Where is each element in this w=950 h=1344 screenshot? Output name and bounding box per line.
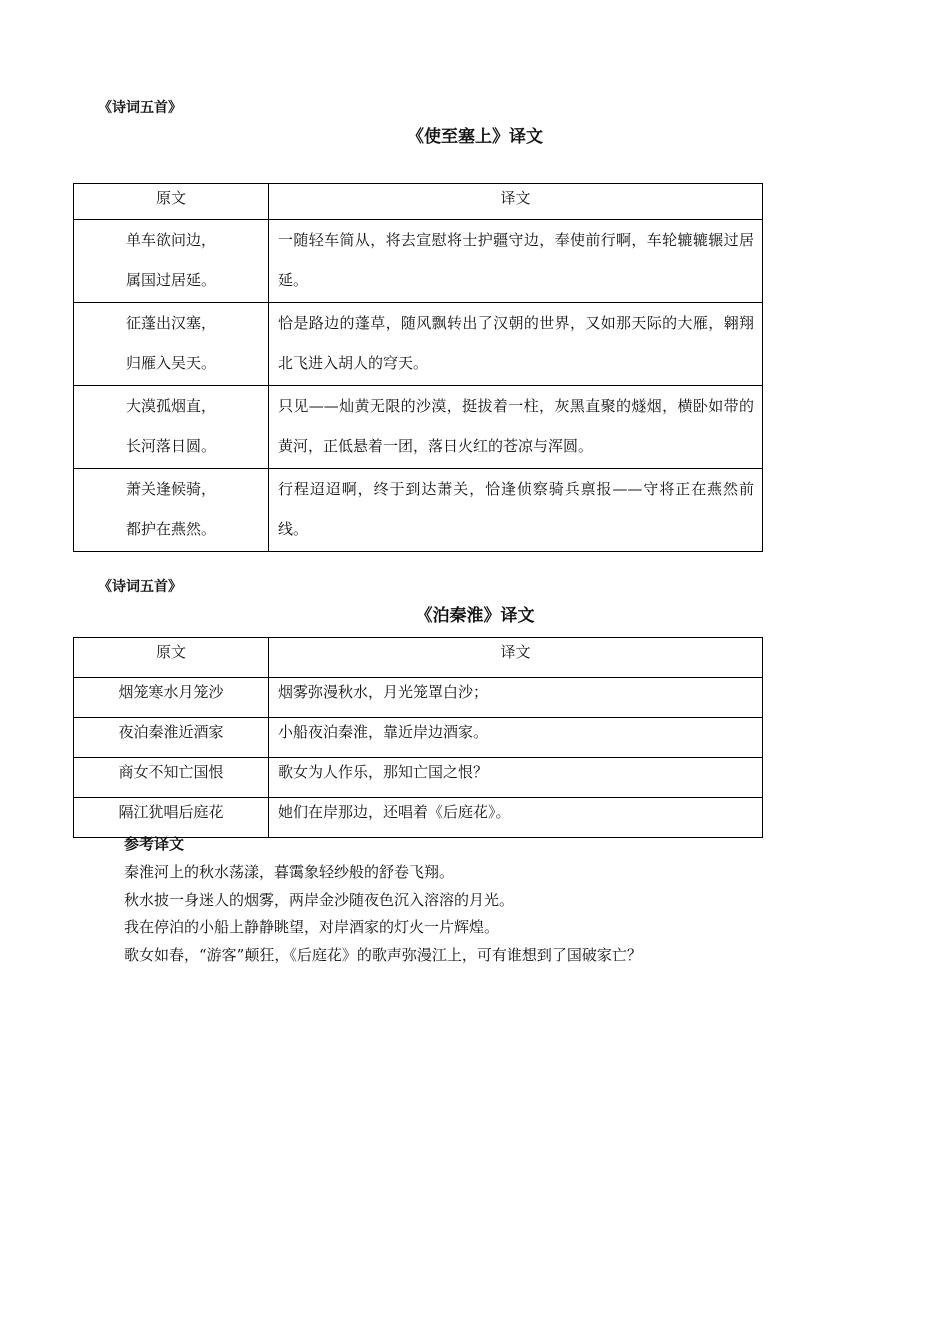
- translation-text: 行程迢迢啊，终于到达萧关，恰逢侦察骑兵禀报——守将正在燕然前线。: [278, 480, 754, 538]
- section2-label: 《诗词五首》: [98, 579, 182, 595]
- table-row: [74, 718, 763, 758]
- original-line: 萧关逢候骑，: [125, 480, 216, 498]
- reference-line: 歌女如春，“游客”颠狂，《后庭花》的歌声弥漫江上，可有谁想到了国破家亡？: [124, 946, 642, 964]
- header-original: 原文: [74, 638, 269, 678]
- table-row: [74, 386, 763, 469]
- original-cell: 夜泊秦淮近酒家: [74, 718, 269, 758]
- original-line: 都护在燕然。: [125, 520, 216, 538]
- original-line: 征蓬出汉塞，: [125, 314, 216, 332]
- original-cell: 烟笼寒水月笼沙: [74, 678, 269, 718]
- original-line: 单车欲问边，: [125, 231, 216, 249]
- translation-table-2: [73, 637, 763, 838]
- table-row: [74, 303, 763, 386]
- table-row: [74, 678, 763, 718]
- section2-title: 《泊秦淮》译文: [415, 606, 535, 626]
- original-cell: [74, 386, 269, 469]
- translation-cell: 歌女为人作乐，那知亡国之恨？: [269, 758, 763, 798]
- original-cell: 隔江犹唱后庭花: [74, 798, 269, 838]
- header-translation: 译文: [269, 184, 763, 220]
- header-translation: 译文: [269, 638, 763, 678]
- translation-text: 只见——灿黄无限的沙漠，挺拔着一柱，灰黑直聚的燧烟，横卧如带的黄河，正低悬着一团，落日火红的苍凉与浑圆。: [278, 397, 754, 455]
- translation-text: 一随轻车简从，将去宣慰将士护疆守边，奉使前行啊，车轮辘辘辗过居延。: [278, 231, 754, 289]
- translation-text: 恰是路边的蓬草，随风飘转出了汉朝的世界，又如那天际的大雁，翱翔北飞进入胡人的穹天。: [278, 314, 754, 372]
- original-cell: 商女不知亡国恨: [74, 758, 269, 798]
- section1-title: 《使至塞上》译文: [407, 127, 543, 147]
- table-row: [74, 220, 763, 303]
- table-header-row: [74, 638, 763, 678]
- translation-cell: [269, 220, 763, 303]
- table-row: [74, 758, 763, 798]
- translation-cell: 她们在岸那边，还唱着《后庭花》。: [269, 798, 763, 838]
- original-line: 属国过居延。: [125, 271, 216, 289]
- table-row: [74, 469, 763, 552]
- translation-cell: [269, 386, 763, 469]
- translation-cell: [269, 469, 763, 552]
- original-line: 大漠孤烟直，: [125, 397, 216, 415]
- section1-label: 《诗词五首》: [98, 100, 182, 116]
- table-row: [74, 798, 763, 838]
- translation-cell: 烟雾弥漫秋水，月光笼罩白沙；: [269, 678, 763, 718]
- original-cell: [74, 303, 269, 386]
- reference-line: 秋水披一身迷人的烟雾，两岸金沙随夜色沉入溶溶的月光。: [124, 891, 515, 909]
- original-line: 长河落日圆。: [125, 437, 216, 455]
- reference-line: 我在停泊的小船上静静眺望，对岸酒家的灯火一片辉煌。: [124, 918, 500, 936]
- reference-line: 秦淮河上的秋水荡漾，暮霭象轻纱般的舒卷飞翔。: [124, 863, 455, 881]
- translation-cell: 小船夜泊秦淮，靠近岸边酒家。: [269, 718, 763, 758]
- table-header-row: [74, 184, 763, 220]
- original-line: 归雁入吴天。: [125, 354, 216, 372]
- header-original: 原文: [74, 184, 269, 220]
- original-cell: [74, 469, 269, 552]
- translation-cell: [269, 303, 763, 386]
- original-cell: [74, 220, 269, 303]
- translation-table-1: [73, 183, 763, 552]
- reference-title: 参考译文: [124, 835, 185, 853]
